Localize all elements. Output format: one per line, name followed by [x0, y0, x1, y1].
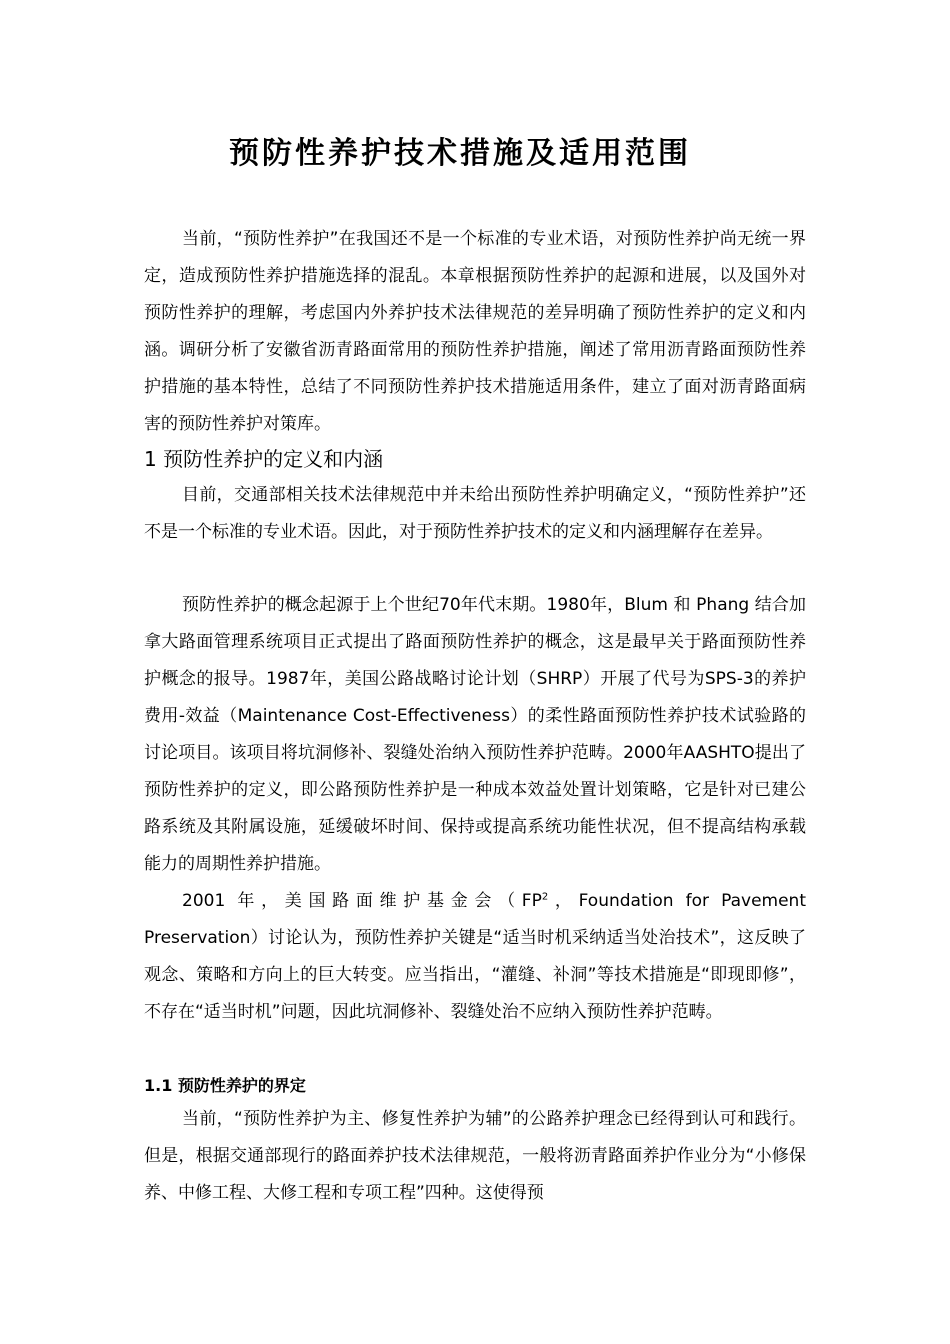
paragraph-3-text-b: ，Foundation for Pavement Preservation）讨论认为，预防性养护关键是“适当时机采纳适当处治技术”，这反映了观念、策略和方向上的巨大转变。应当指出，“灌缝、补洞”等技术措施是“即现即修”，不存在“适当时机”问题，因此坑洞修补、裂缝处治不应纳入预防性养护范畴。	[144, 891, 806, 1022]
section-1-heading: 1 预防性养护的定义和内涵	[144, 447, 384, 471]
section-1-paragraph-1: 目前，交通部相关技术法律规范中并未给出预防性养护明确定义，“预防性养护”还不是一个标准的专业术语。因此，对于预防性养护技术的定义和内涵理解存在差异。	[144, 485, 806, 542]
section-1-1-heading: 1.1 预防性养护的界定	[144, 1076, 306, 1095]
footnote-superscript: 2	[541, 891, 549, 903]
paragraph-3-text-a: 2001 年，美国路面维护基金会（FP	[182, 891, 542, 911]
document-title: 预防性养护技术措施及适用范围	[229, 136, 691, 171]
intro-paragraph: 当前，“预防性养护”在我国还不是一个标准的专业术语，对预防性养护尚无统一界定，造成预防性养护措施选择的混乱。本章根据预防性养护的起源和进展，以及国外对预防性养护的理解，考虑国内外养护技术法律规范的差异明确了预防性养护的定义和内涵。调研分析了安徽省沥青路面常用的预防性养护措施，阐述了常用沥青路面预防性养护措施的基本特性，总结了不同预防性养护技术措施适用条件，建立了面对沥青路面病害的预防性养护对策库。	[144, 229, 806, 434]
section-1-1-paragraph-1: 当前，“预防性养护为主、修复性养护为辅”的公路养护理念已经得到认可和践行。但是，根据交通部现行的路面养护技术法律规范，一般将沥青路面养护作业分为“小修保养、中修工程、大修工程和专项工程”四种。这使得预	[144, 1109, 806, 1203]
section-1-paragraph-3	[144, 883, 806, 1031]
section-1-paragraph-2: 预防性养护的概念起源于上个世纪70年代末期。1980年，Blum 和 Phang 结合加拿大路面管理系统项目正式提出了路面预防性养护的概念，这是最早关于路面预防性养护概念的报导。1987年，美国公路战略讨论计划（SHRP）开展了代号为SPS-3的养护费用-效益（Maintenance Cost-Effectiveness）的柔性路面预防性养护技术试验路的讨论项目。该项目将坑洞修补、裂缝处治纳入预防性养护范畴。2000年AASHTO提出了预防性养护的定义，即公路预防性养护是一种成本效益处置计划策略，它是针对已建公路系统及其附属设施，延缓破坏时间、保持或提高系统功能性状况，但不提高结构承载能力的周期性养护措施。	[144, 595, 806, 874]
